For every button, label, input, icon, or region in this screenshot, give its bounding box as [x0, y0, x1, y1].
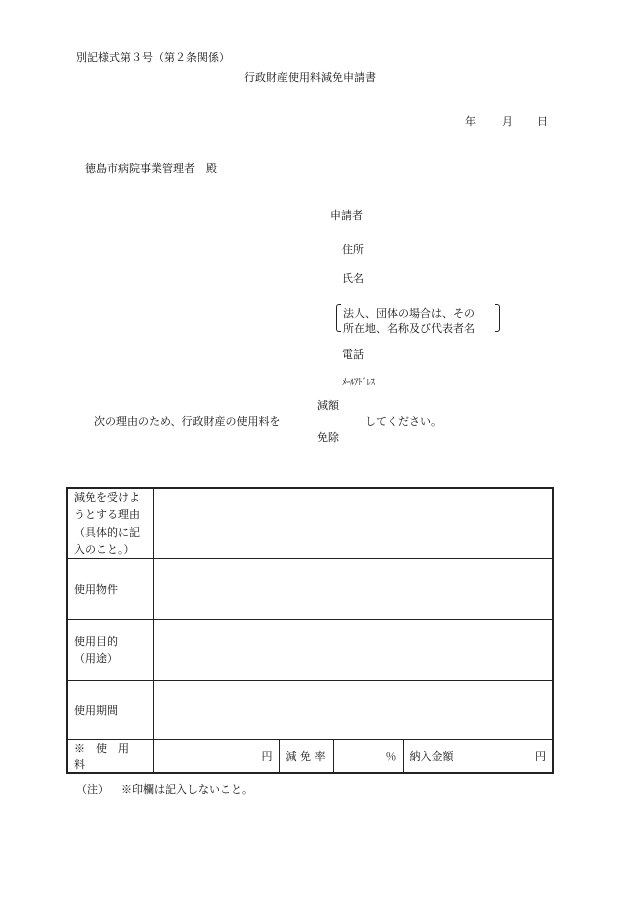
- property-value[interactable]: [153, 559, 553, 620]
- document-title: 行政財産使用料減免申請書: [244, 71, 376, 84]
- applicant-heading: 申請者: [330, 209, 363, 222]
- request-sentence-part1: 次の理由のため、行政財産の使用料を: [94, 415, 281, 428]
- request-sentence-part2: してください。: [365, 415, 442, 428]
- option-reduce: 減額: [317, 399, 339, 412]
- rate-unit[interactable]: ％: [333, 740, 403, 774]
- rate-label: 減 免 率: [279, 740, 333, 774]
- application-table: [66, 487, 554, 774]
- reason-label-line3: （具体的に記: [74, 525, 140, 539]
- reason-label-line1: 減免を受けよ: [74, 491, 140, 505]
- date-month-label: 月: [502, 115, 513, 128]
- phone-label: 電話: [342, 348, 364, 361]
- payment-label: 納入金額: [409, 750, 454, 763]
- left-bracket: [336, 304, 341, 332]
- table-row-purpose: [67, 620, 553, 681]
- period-label: 使用期間: [67, 681, 153, 740]
- table-row-property: [67, 559, 553, 620]
- purpose-label: [67, 620, 153, 681]
- reason-value[interactable]: [153, 488, 553, 559]
- reason-label: [67, 488, 153, 559]
- address-label: 住所: [342, 243, 364, 256]
- table-row-fees: [67, 740, 553, 774]
- period-value[interactable]: [153, 681, 553, 740]
- addressee: 徳島市病院事業管理者 殿: [85, 162, 217, 175]
- corporation-note: [336, 303, 500, 333]
- name-label: 氏名: [342, 272, 364, 285]
- email-label: ﾒｰﾙｱﾄﾞﾚｽ: [342, 378, 375, 388]
- property-label: 使用物件: [67, 559, 153, 620]
- corporation-note-line1: 法人、団体の場合は、その: [343, 307, 475, 320]
- fee-label: ※ 使 用 料: [67, 740, 153, 774]
- corporation-note-line2: 所在地、名称及び代表者名: [343, 322, 475, 335]
- right-bracket: [495, 304, 500, 332]
- date-year-label: 年: [465, 115, 476, 128]
- form-number: 別記様式第３号（第２条関係）: [76, 51, 230, 64]
- table-row-period: [67, 681, 553, 740]
- payment-unit: 円: [535, 750, 546, 763]
- date-day-label: 日: [537, 115, 548, 128]
- purpose-value[interactable]: [153, 620, 553, 681]
- footnote-prefix: （注）: [76, 783, 109, 796]
- fee-unit[interactable]: 円: [153, 740, 279, 774]
- purpose-label-line1: 使用目的: [74, 634, 118, 648]
- payment-cell[interactable]: [403, 740, 553, 774]
- purpose-label-line2: （用途）: [74, 652, 118, 665]
- footnote-text: ※印欄は記入しないこと。: [121, 783, 253, 796]
- table-row-reason: [67, 488, 553, 559]
- reason-label-line2: うとする理由: [74, 508, 140, 522]
- footnote: [76, 784, 253, 795]
- reason-label-line4: 入のこと。）: [74, 542, 135, 556]
- option-exempt: 免除: [317, 431, 339, 444]
